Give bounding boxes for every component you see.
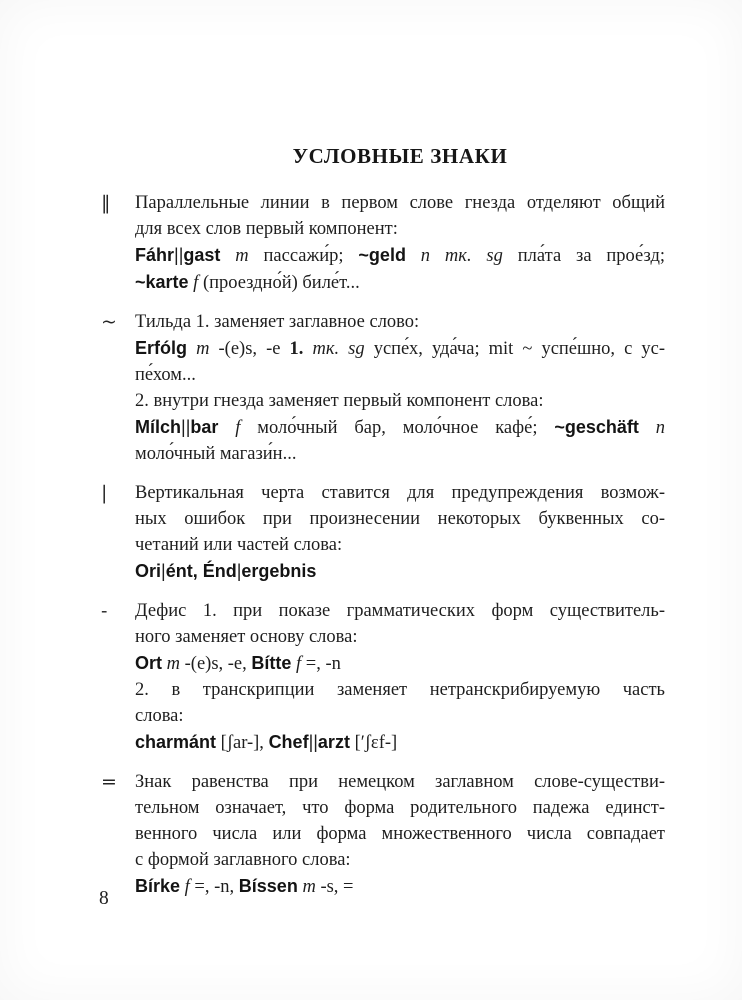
page-title: УСЛОВНЫЕ ЗНАКИ — [292, 144, 508, 168]
text-run: четаний или частей слова: — [135, 535, 343, 555]
equals-sign-icon: = — [101, 771, 117, 793]
text-run: -(e)s, -e, — [184, 654, 252, 674]
text-run: венного числа или форма множественного числа совпадает — [135, 824, 665, 844]
text-run: Chef — [268, 732, 309, 752]
text-run: ного заменяет основу слова: — [135, 627, 358, 647]
text-run: моло́чный бар, моло́чное кафе́; — [257, 418, 555, 438]
text-run: Erfólg — [135, 338, 187, 358]
text-line — [135, 795, 665, 821]
text-run: || — [174, 245, 184, 265]
text-run: [ʃar-], — [216, 733, 269, 753]
text-line — [135, 309, 665, 335]
text-run: ergebnis — [241, 561, 317, 581]
text-run: с формой заглавного слова: — [135, 850, 351, 870]
text-run: Bíssen — [238, 876, 298, 896]
text-run: пассажи́р; — [263, 246, 359, 266]
text-line — [135, 729, 665, 756]
text-line — [135, 335, 665, 362]
text-run: -s, = — [320, 877, 354, 897]
text-run: пла́та за прое́зд; — [517, 246, 666, 266]
text-line — [135, 441, 665, 467]
text-line — [135, 242, 665, 269]
text-line — [135, 598, 665, 624]
legend-entry — [101, 480, 665, 585]
legend-entries — [0, 190, 742, 900]
text-run: слова: — [135, 706, 184, 726]
text-run: [ʹʃɛf-] — [349, 733, 398, 753]
text-run: f — [218, 418, 258, 438]
page-number: 8 — [99, 888, 109, 909]
text-run: || — [181, 417, 191, 437]
text-line — [135, 650, 665, 677]
text-line — [135, 388, 665, 414]
text-line — [135, 624, 665, 650]
entry-text — [135, 190, 665, 296]
text-run: Fáhr — [135, 245, 175, 265]
entry-text — [135, 769, 665, 900]
text-run: тк. sg — [303, 339, 374, 359]
text-run: =, -n — [305, 654, 341, 674]
vertical-line-icon: | — [101, 482, 108, 504]
text-line — [135, 847, 665, 873]
text-run: моло́чный магази́н... — [135, 444, 297, 464]
text-run: gast — [183, 245, 221, 265]
entry-text — [135, 480, 665, 585]
text-run: для всех слов первый компонент: — [135, 219, 398, 239]
text-line — [135, 190, 665, 216]
text-run: 2. внутри гнезда заменяет первый компонент слова: — [135, 391, 544, 411]
text-line — [135, 506, 665, 532]
text-run: Тильда 1. заменяет заглавное слово: — [135, 312, 420, 332]
text-run: ~karte — [135, 272, 189, 292]
text-run: Ort — [135, 653, 162, 673]
text-line — [135, 362, 665, 388]
text-run: -(e)s, -e — [218, 339, 290, 359]
text-run: 2. в транскрипции заменяет нетранскрибируемую часть — [135, 680, 665, 700]
text-run: || — [308, 732, 318, 752]
text-run: Mílch — [135, 417, 182, 437]
text-run: m — [220, 246, 264, 266]
legend-entry — [101, 769, 665, 900]
text-line — [135, 769, 665, 795]
entry-text — [135, 598, 665, 756]
text-line — [135, 558, 665, 585]
text-line — [135, 677, 665, 703]
text-run: пе́хом... — [135, 365, 196, 385]
text-run: f — [180, 877, 195, 897]
tilde-icon: ~ — [101, 311, 117, 333]
text-run: =, -n, — [194, 877, 239, 897]
text-run: Параллельные линии в первом слове гнезда отделяют общий — [135, 193, 665, 213]
text-run: f — [291, 654, 306, 674]
text-run: 1. — [289, 339, 304, 359]
text-line — [135, 216, 665, 242]
text-run: ~geschäft — [554, 417, 639, 437]
text-run: | — [236, 561, 242, 581]
text-run: m — [297, 877, 321, 897]
legend-entry — [101, 190, 666, 296]
text-line — [135, 873, 665, 900]
text-run: (проездно́й) биле́т... — [202, 273, 360, 293]
text-run: charmánt — [135, 732, 217, 752]
legend-entry — [101, 309, 666, 467]
entry-text — [135, 309, 665, 467]
hyphen-icon: - — [101, 600, 108, 622]
text-run: n тк. sg — [405, 246, 518, 266]
text-run: ных ошибок при произнесении некоторых буквенных со- — [135, 509, 665, 529]
text-line — [135, 480, 665, 506]
text-line — [135, 269, 665, 296]
text-run: n — [638, 418, 666, 438]
text-run: ént, Énd — [165, 561, 237, 581]
text-run: Знак равенства при немецком заглавном слове-существи- — [135, 772, 665, 792]
text-run: | — [161, 561, 166, 581]
text-run: m — [187, 339, 219, 359]
double-vertical-lines-icon: ‖ — [101, 192, 111, 214]
text-line — [135, 821, 665, 847]
text-run: успе́х, уда́ча; mit ~ успе́шно, с ус- — [373, 339, 666, 359]
text-run: Ori — [135, 561, 162, 581]
text-run: arzt — [317, 732, 350, 752]
text-run: bar — [190, 417, 219, 437]
text-run: Bírke — [135, 876, 181, 896]
text-run: m — [162, 654, 185, 674]
text-line — [135, 532, 665, 558]
text-line — [135, 703, 665, 729]
text-run: Дефис 1. при показе грамматических форм существитель- — [135, 601, 665, 621]
text-run: ~geld — [358, 245, 406, 265]
text-run: Вертикальная черта ставится для предупреждения возмож- — [135, 483, 665, 503]
text-run: Bítte — [251, 653, 292, 673]
text-line — [135, 414, 665, 441]
text-run: тельном означает, что форма родительного падежа единст- — [135, 798, 665, 818]
legend-entry — [101, 598, 665, 756]
text-run: f — [188, 273, 203, 293]
